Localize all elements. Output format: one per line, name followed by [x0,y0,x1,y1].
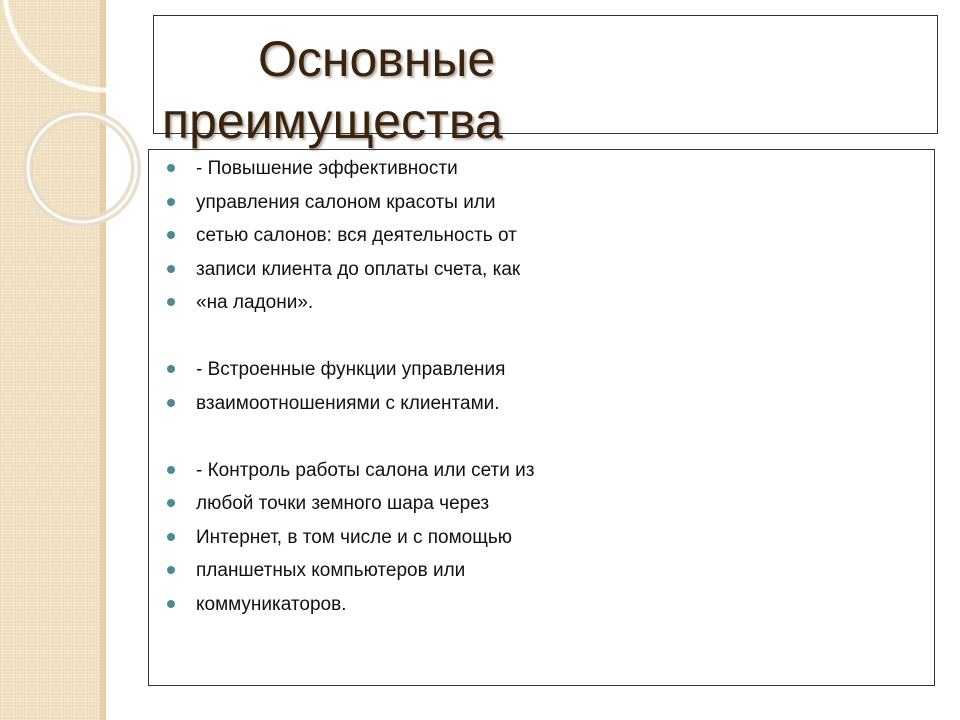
bullet-text: - Повышение эффективности [196,158,458,179]
bullet-dot-icon [167,198,175,206]
bullet-text: коммуникаторов. [196,593,347,615]
bullet-item [160,487,920,521]
bullet-dot-icon [167,164,175,172]
bullet-item [160,286,920,320]
bullet-item [160,554,920,588]
bullet-item [160,387,920,421]
bullet-text: Интернет, в том числе и с помощью [196,526,513,548]
decorative-circles [0,0,160,240]
bullet-dot-icon [167,600,175,608]
bullet-text: «на ладони». [196,292,314,313]
bullet-dot-icon [167,466,175,474]
bullet-dot-icon [167,533,175,541]
bullet-spacer [160,420,920,454]
bullet-text: записи клиента до оплаты счета, как [196,258,521,280]
bullet-dot-icon [167,298,175,306]
slide-title-line-1: Основные [258,31,496,87]
slide-title [162,28,682,152]
bullet-text: - Встроенные функции управления [196,359,506,380]
bullet-text: планшетных компьютеров или [196,560,466,581]
bullet-dot-icon [167,365,175,373]
bullet-text: управления салоном красоты или [196,191,496,213]
bullet-item [160,253,920,287]
bullet-dot-icon [167,566,175,574]
bullet-text: взаимоотношениями с клиентами. [196,392,500,414]
bullet-item [160,588,920,622]
bullet-item [160,353,920,387]
bullet-item [160,219,920,253]
bullet-dot-icon [167,399,175,407]
bullet-spacer [160,320,920,354]
bullet-list [160,152,920,621]
decorative-circle-ring-highlight [28,114,136,222]
bullet-item [160,186,920,220]
bullet-text: - Контроль работы салона или сети из [196,459,535,481]
bullet-dot-icon [167,499,175,507]
bullet-item [160,152,920,186]
bullet-text: любой точки земного шара через [196,493,490,514]
slide-title-line-2: преимущества [162,93,503,149]
bullet-dot-icon [167,265,175,273]
bullet-dot-icon [167,231,175,239]
bullet-item [160,521,920,555]
bullet-text: сетью салонов: вся деятельность от [196,225,517,246]
decorative-circle-large [5,0,160,90]
bullet-item [160,454,920,488]
